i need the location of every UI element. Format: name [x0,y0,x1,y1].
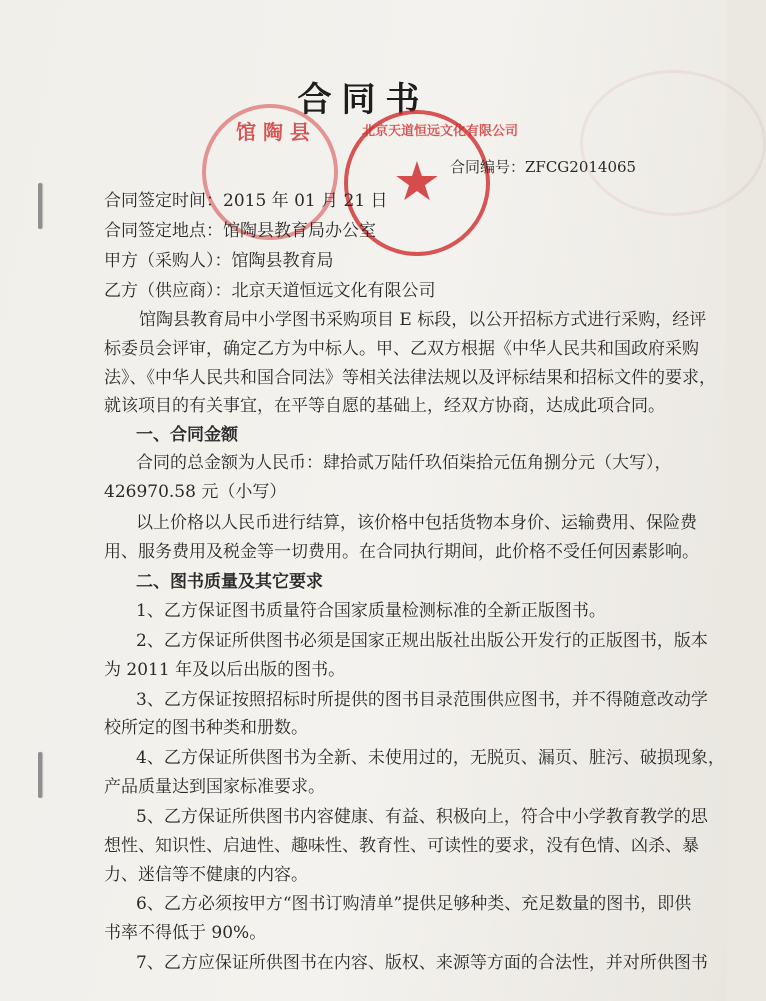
intro-line: 标委员会评审，确定乙方为中标人。甲、乙双方根据《中华人民共和国政府采购 [104,339,699,359]
section2-line: 6、乙方必须按甲方“图书订购清单”提供足够种类、充足数量的图书，即供 [136,894,692,914]
section1-line: 以上价格以人民币进行结算，该价格中包括货物本身价、运输费用、保险费 [136,513,697,533]
section2-line: 4、乙方保证所供图书为全新、未使用过的，无脱页、漏页、脏污、破损现象， [136,748,725,768]
intro-line: 就该项目的有关事宜，在平等自愿的基础上，经双方协商，达成此项合同。 [104,396,665,416]
section2-line: 书率不得低于 90%。 [104,923,267,943]
seal-star-icon: ★ [392,149,442,213]
section2-line: 3、乙方保证按照招标时所提供的图书目录范围供应图书，并不得随意改动学 [136,690,708,710]
section2-line: 2、乙方保证所供图书必须是国家正规出版社出版公开发行的正版图书，版本 [136,631,708,651]
section-heading: 二、图书质量及其它要求 [136,572,323,592]
sign-place: 合同签定地点：馆陶县教育局办公室 [104,221,376,241]
document-title: 合同书 [297,80,430,120]
seal-right-text: 北京天道恒远文化有限公司 [362,124,519,139]
section2-line: 为 2011 年及以后出版的图书。 [104,660,346,680]
sign-time: 合同签定时间：2015 年 01 月 21 日 [104,191,388,211]
section2-line: 力、迷信等不健康的内容。 [104,865,308,885]
party-a: 甲方（采购人）：馆陶县教育局 [104,251,334,271]
party-b: 乙方（供应商）：北京天道恒远文化有限公司 [104,281,436,301]
seal-left [202,104,338,240]
section1-line: 426970.58 元（小写） [104,482,287,502]
section2-line: 产品质量达到国家标准要求。 [104,777,325,797]
section2-line: 5、乙方保证所供图书内容健康、有益、积极向上，符合中小学教育教学的思 [136,807,708,827]
section2-line: 想性、知识性、启迪性、趣味性、教育性、可读性的要求，没有色情、凶杀、暴 [104,836,699,856]
section2-line: 校所定的图书种类和册数。 [104,718,308,738]
section2-line: 7、乙方应保证所供图书在内容、版权、来源等方面的合法性，并对所供图书 [136,953,708,973]
section2-line: 1、乙方保证图书质量符合国家质量检测标准的全新正版图书。 [136,601,606,621]
section-heading: 一、合同金额 [136,425,238,445]
intro-line: 法》、《中华人民共和国合同法》等相关法律法规以及评标结果和招标文件的要求， [104,368,716,388]
staple-top [38,183,42,229]
section1-line: 合同的总金额为人民币：肆拾贰万陆仟玖佰柒拾元伍角捌分元（大写）， [136,453,672,473]
intro-line: 馆陶县教育局中小学图书采购项目 E 标段，以公开招标方式进行采购，经评 [139,310,707,330]
section1-line: 用、服务费用及税金等一切费用。在合同执行期间，此价格不受任何因素影响。 [104,542,699,562]
staple-bottom [38,752,42,798]
seal-left-text: 馆 陶 县 [236,120,310,144]
contract-number: 合同编号：ZFCG2014065 [450,158,637,176]
